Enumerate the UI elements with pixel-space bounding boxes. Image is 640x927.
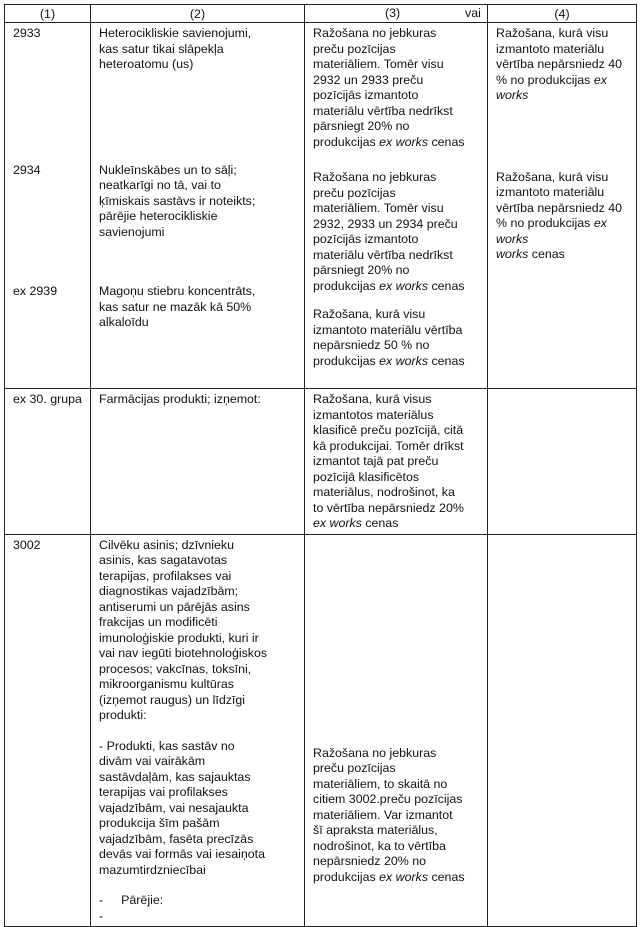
desc-3002-line: (izņemot raugus) un līdzīgi	[99, 692, 246, 707]
desc-3002-line: Cilvēku asinis; dzīvnieku	[99, 537, 234, 552]
table-row-ex30	[5, 389, 637, 535]
row-29-desc-cell	[91, 23, 305, 389]
rule3-2934-line: pārsniegt 20% no	[313, 263, 410, 277]
rule3-3002-line: materiāliem, to skaitā no	[313, 776, 448, 791]
rule3-3002-line: produkcijas ex works cenas	[313, 869, 465, 884]
row-3002-rule4-cell	[488, 534, 637, 927]
rule3-2933-line: pārsniegt 20% no	[313, 119, 410, 133]
code-2933: 2933	[13, 26, 41, 40]
sub-3002-line: vajadzībām, fasēta precīzās	[99, 831, 254, 846]
rule3-3002-line: nepārsniedz 20% no	[313, 854, 426, 868]
desc-2934-line: pārējie heterocikliskie	[99, 209, 218, 223]
rule4-2934-line: vērtība nepārsniedz 40	[496, 200, 623, 215]
desc-2939-line: kas satur ne mazāk kā 50%	[99, 299, 252, 314]
desc-3002-line: diagnostikas vajadzībām;	[99, 584, 239, 598]
code-ex30: ex 30. grupa	[13, 392, 82, 406]
sub-3002-line: - Produkti, kas sastāv no	[99, 738, 235, 753]
header-col-3-label: (3)	[385, 6, 401, 20]
sub-3002-line: produkcija šīm pašām	[99, 816, 220, 830]
document-page	[4, 4, 636, 923]
header-col-2: (2)	[91, 5, 305, 23]
rule3-ex30-line: kā produkcijai. Tomēr drīkst	[313, 438, 464, 453]
desc-3002-line: asinis, kas sagatavotas	[99, 553, 228, 567]
rule3-2939-line: izmantoto materiālu vērtība	[313, 322, 463, 337]
desc-3002-line: frakcijas un modificēti	[99, 615, 218, 629]
desc-2933-line: heteroatomu (us)	[99, 57, 194, 71]
rule3-2933-line: materiālu vērtība nedrīkst	[313, 103, 453, 118]
rule3-3002-line: materiāliem. Var izmantot	[313, 807, 453, 822]
rule3-2934-line: pozīcijās izmantoto	[313, 232, 419, 246]
code-2939: ex 2939	[13, 284, 58, 298]
rule3-2934-line: materiālu vērtība nedrīkst	[313, 247, 453, 262]
desc-2939-line: Magoņu stiebru koncentrāts,	[99, 284, 256, 298]
row-ex30-rule4-cell	[488, 389, 637, 535]
rule3-3002-line: citiem 3002.preču pozīcijas	[313, 792, 463, 806]
rule3-2933-line: pozīcijās izmantoto	[313, 88, 419, 102]
rule3-2933-line: produkcijas ex works cenas	[313, 134, 465, 149]
header-col-4: (4)	[488, 5, 637, 23]
desc-3002-line: produkti:	[99, 708, 147, 722]
table-row-29	[5, 23, 637, 389]
row-3002-rule3-cell	[305, 534, 488, 927]
row-29-rule3-cell	[305, 23, 488, 389]
rule3-ex30-line: klasificē preču pozīcijā, citā	[313, 423, 464, 437]
rule3-2933-line: Ražošana no jebkuras	[313, 26, 437, 40]
desc-3002-line: antiserumi un pārējās asins	[99, 599, 250, 614]
desc-2934-line: Nukleīnskābes un to sāļi;	[99, 162, 237, 177]
code-3002: 3002	[13, 537, 41, 552]
origin-rules-table	[4, 4, 637, 927]
row-ex30-rule3-cell	[305, 389, 488, 535]
header-col-1: (1)	[5, 5, 91, 23]
rule3-2934-line: 2932, 2933 un 2934 preču	[313, 216, 458, 231]
other-3002-line: - Pārējie:	[99, 893, 164, 907]
sub-3002-line: divām vai vairākām	[99, 754, 206, 768]
rule3-3002-line: Ražošana no jebkuras	[313, 745, 437, 760]
rule3-2934-line: produkcijas ex works cenas	[313, 278, 465, 293]
sub-3002-line: devās vai formās vai iesaiņota	[99, 847, 265, 861]
rule3-ex30-line: pozīcijā klasificētos	[313, 469, 420, 484]
desc-2934-line: savienojumi	[99, 224, 165, 239]
desc-3002-line: procesos; vakcīnas, toksīni,	[99, 661, 252, 676]
desc-3002-line: imunoloģiskie produkti, kuri ir	[99, 630, 259, 645]
rule4-2933-line: Ražošana, kurā visu	[496, 26, 609, 40]
row-ex30-code-cell	[5, 389, 91, 535]
row-3002-desc-cell	[91, 534, 305, 927]
rule3-ex30-line: to vērtība nepārsniedz 20%	[313, 500, 464, 515]
row-29-rule4-cell	[488, 23, 637, 389]
desc-2934-line: neatkarīgi no tā, vai to	[99, 178, 221, 192]
rule3-3002-line: nodrošinot, ka to vērtība	[313, 838, 446, 853]
desc-3002-line: mikroorganismu kultūras	[99, 677, 234, 691]
desc-3002-line: vai nav iegūti biotehnoloģiskos	[99, 646, 268, 660]
rule3-3002-line: preču pozīcijas	[313, 761, 396, 775]
rule3-ex30-line: Ražošana, kurā visus	[313, 392, 432, 406]
rule3-2933-line: materiāliem. Tomēr visu	[313, 57, 444, 71]
rule3-2933-line: 2932 un 2933 preču	[313, 72, 424, 87]
rule3-2933-line: preču pozīcijas	[313, 41, 396, 56]
rule3-3002-line: šī apraksta materiālus,	[313, 823, 438, 837]
rule3-ex30-line: ex works cenas	[313, 516, 399, 530]
rule4-2934-line: % no produkcijas ex works	[496, 216, 607, 246]
desc-2933-line: kas satur tikai slāpekļa	[99, 41, 224, 56]
rule4-2933-line: % no produkcijas ex works	[496, 72, 607, 102]
rule4-2934-line: Ražošana, kurā visu	[496, 169, 609, 184]
rule4-2934-cenas: works cenas	[496, 247, 565, 261]
rule3-2934-line: Ražošana no jebkuras	[313, 170, 437, 184]
desc-ex30: Farmācijas produkti; izņemot:	[99, 392, 261, 406]
rule3-ex30-line: izmantotos materiālus	[313, 407, 434, 422]
rule4-2934-line: izmantoto materiālu	[496, 185, 605, 199]
sub-3002-line: vajadzībām, vai nesajaukta	[99, 800, 249, 815]
desc-2939-line: alkaloīdu	[99, 315, 149, 329]
code-2934: 2934	[13, 162, 41, 177]
table-row-3002	[5, 534, 637, 927]
rule3-ex30-line: izmantot tajā pat preču	[313, 454, 439, 468]
dash-3002-line: -	[99, 908, 104, 923]
rule3-2939-line: nepārsniedz 50 % no	[313, 338, 430, 352]
rule4-2933-line: izmantoto materiālu	[496, 41, 605, 56]
header-or-label: vai	[465, 6, 481, 20]
sub-3002-line: terapijas vai profilakses	[99, 785, 228, 799]
header-col-3	[305, 5, 488, 23]
row-29-code-cell	[5, 23, 91, 389]
rule4-2934-line	[496, 247, 632, 263]
row-ex30-desc-cell	[91, 389, 305, 535]
desc-2934-line: ķīmiskais sastāvs ir noteikts;	[99, 193, 256, 208]
desc-3002-line: terapijas, profilakses vai	[99, 568, 232, 583]
rule4-2933-line: vērtība nepārsniedz 40	[496, 57, 623, 71]
works-italic: works	[496, 247, 529, 261]
rule3-2934-line: preču pozīcijas	[313, 185, 396, 200]
table-header-row	[5, 5, 637, 23]
rule3-2939-line: Ražošana, kurā visu	[313, 307, 426, 321]
row-3002-code-cell	[5, 534, 91, 927]
rule3-2934-line: materiāliem. Tomēr visu	[313, 201, 444, 215]
rule3-ex30-line: materiālus, nodrošinot, ka	[313, 485, 455, 499]
rule3-2939-line: produkcijas ex works cenas	[313, 353, 465, 368]
desc-2933-line: Heterocikliskie savienojumi,	[99, 26, 252, 40]
sub-3002-line: sastāvdaļām, kas sajauktas	[99, 769, 251, 784]
sub-3002-line: mazumtirdzniecībai	[99, 862, 206, 877]
